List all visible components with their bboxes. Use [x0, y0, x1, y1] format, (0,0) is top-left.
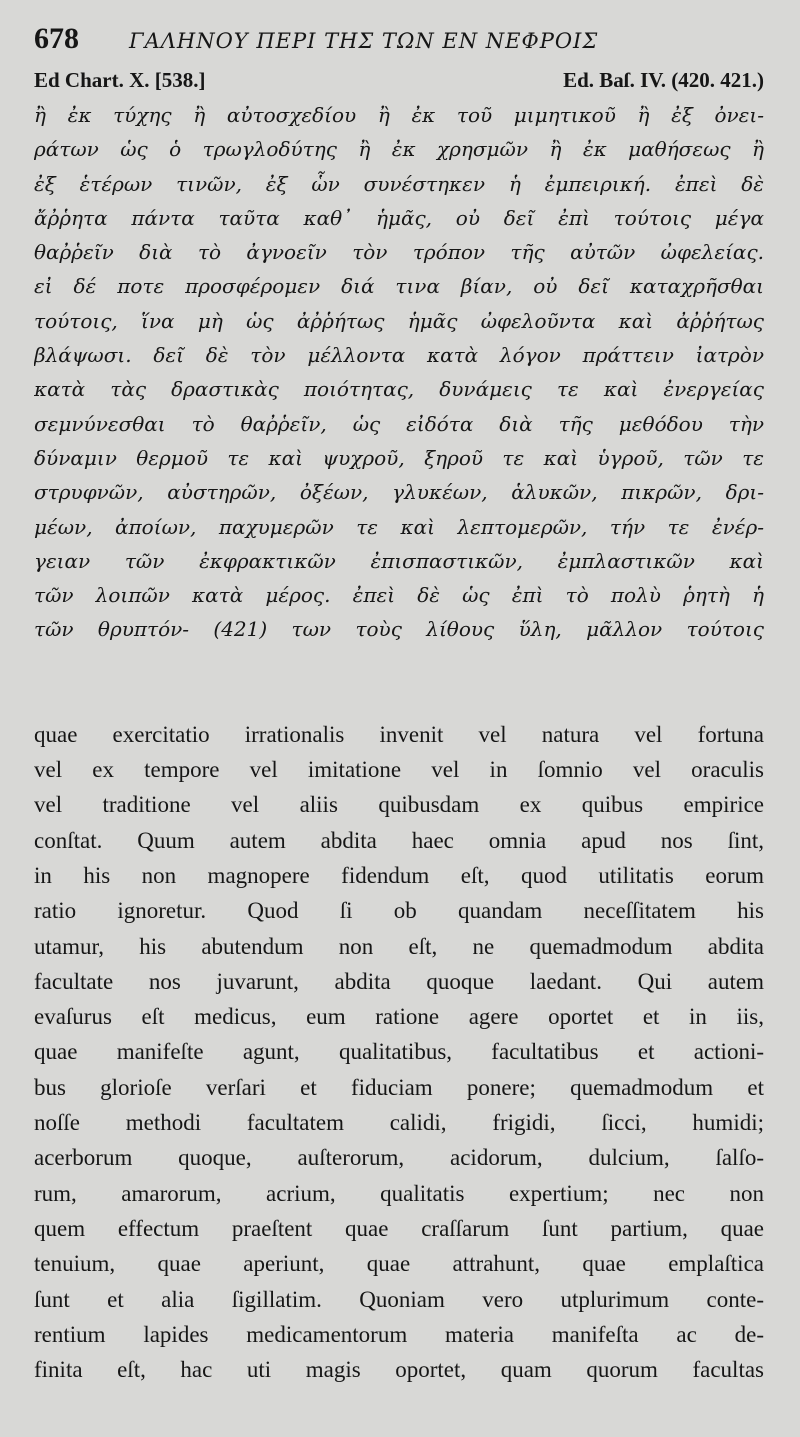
latin-line: evaſurus eſt medicus, eum ratione agere oportet et in iis,	[34, 1004, 764, 1030]
latin-line: facultate nos juvarunt, abdita quoque laedant. Qui autem	[34, 968, 764, 994]
greek-line: τῶν θρυπτόν- (421) των τοὺς λίθους ὕλη, μᾶλλον τούτοις	[34, 617, 764, 642]
latin-line: finita eſt, hac uti magis oportet, quam quorum facultas	[34, 1357, 764, 1383]
greek-line: δύναμιν θερμοῦ τε καὶ ψυχροῦ, ξηροῦ τε καὶ ὑγροῦ, τῶν τε	[34, 445, 764, 470]
greek-line: βλάψωσι. δεῖ δὲ τὸν μέλλοντα κατὰ λόγον πράττειν ἰατρὸν	[34, 343, 764, 368]
greek-line: ράτων ὡς ὁ τρωγλοδύτης ἢ ἐκ χρησμῶν ἢ ἐκ μαθήσεως ἢ	[34, 137, 764, 162]
latin-line: vel traditione vel aliis quibusdam ex quibus empirice	[34, 792, 764, 818]
greek-line: ἐξ ἑτέρων τινῶν, ἐξ ὧν συνέστηκεν ἡ ἐμπειρική. ἐπεὶ δὲ	[34, 171, 764, 196]
page-header	[34, 22, 764, 66]
latin-line: quae exercitatio irrationalis invenit vel natura vel fortuna	[34, 721, 764, 747]
greek-line: εἰ δέ ποτε προσφέρομεν διά τινα βίαν, οὐ δεῖ καταχρῆσθαι	[34, 274, 764, 299]
greek-line: τούτοις, ἵνα μὴ ὡς ἀῤῥήτως ἡμᾶς ὠφελοῦντα καὶ ἀῤῥήτως	[34, 308, 764, 333]
running-title: ΓΑΛΗΝΟΥ ΠΕΡΙ ΤΗΣ ΤΩΝ ΕΝ ΝΕΦΡΟΙΣ	[129, 29, 599, 53]
edition-reference-line	[34, 68, 764, 94]
greek-line: ἄῤῥητα πάντα ταῦτα καθ᾽ ἡμᾶς, οὐ δεῖ ἐπὶ τούτοις μέγα	[34, 205, 764, 230]
edition-basel-ref: Ed. Baſ. IV. (420. 421.)	[563, 68, 764, 92]
greek-line: γειαν τῶν ἐκφρακτικῶν ἐπισπαστικῶν, ἐμπλαστικῶν καὶ	[34, 548, 764, 573]
latin-line: rum, amarorum, acrium, qualitatis expertium; nec non	[34, 1180, 764, 1206]
edition-chartier-ref: Ed Chart. X. [538.]	[34, 68, 206, 92]
greek-line: θαῤῥεῖν διὰ τὸ ἀγνοεῖν τὸν τρόπον τῆς αὐτῶν ὠφελείας.	[34, 240, 764, 265]
greek-line: σεμνύνεσθαι τὸ θαῤῥεῖν, ὡς εἰδότα διὰ τῆς μεθόδου τὴν	[34, 411, 764, 436]
latin-line: quem effectum praeſtent quae craſſarum ſunt partium, quae	[34, 1215, 764, 1241]
greek-line: τῶν λοιπῶν κατὰ μέρος. ἐπεὶ δὲ ὡς ἐπὶ τὸ πολὺ ῥητὴ ἡ	[34, 583, 764, 608]
latin-line: acerborum quoque, auſterorum, acidorum, dulcium, ſalſo-	[34, 1145, 764, 1171]
latin-line: ratio ignoretur. Quod ſi ob quandam neceſſitatem his	[34, 898, 764, 924]
latin-line: conſtat. Quum autem abdita haec omnia apud nos ſint,	[34, 827, 764, 853]
latin-line: in his non magnopere fidendum eſt, quod utilitatis eorum	[34, 862, 764, 888]
latin-text-block	[34, 717, 764, 1388]
page-number: 678	[34, 22, 79, 55]
latin-line: vel ex tempore vel imitatione vel in ſomnio vel oraculis	[34, 757, 764, 783]
latin-line: rentium lapides medicamentorum materia manifeſta ac de-	[34, 1321, 764, 1347]
greek-line: ἢ ἐκ τύχης ἢ αὐτοσχεδίου ἢ ἐκ τοῦ μιμητικοῦ ἢ ἐξ ὀνει-	[34, 103, 764, 127]
latin-line: quae manifeſte agunt, qualitatibus, facultatibus et actioni-	[34, 1039, 764, 1065]
greek-line: στρυφνῶν, αὐστηρῶν, ὀξέων, γλυκέων, ἁλυκῶν, πικρῶν, δρι-	[34, 480, 764, 505]
greek-line: κατὰ τὰς δραστικὰς ποιότητας, δυνάμεις τε καὶ ἐνεργείας	[34, 377, 764, 402]
greek-line: μέων, ἀποίων, παχυμερῶν τε καὶ λεπτομερῶν, τήν τε ἐνέρ-	[34, 514, 764, 539]
latin-line: ſunt et alia ſigillatim. Quoniam vero utplurimum conte-	[34, 1286, 764, 1312]
latin-line: noſſe methodi facultatem calidi, frigidi, ſicci, humidi;	[34, 1110, 764, 1136]
latin-line: utamur, his abutendum non eſt, ne quemadmodum abdita	[34, 933, 764, 959]
latin-line: tenuium, quae aperiunt, quae attrahunt, quae emplaſtica	[34, 1251, 764, 1277]
latin-line: bus glorioſe verſari et fiduciam ponere; quemadmodum et	[34, 1074, 764, 1100]
greek-text-block	[34, 98, 764, 647]
